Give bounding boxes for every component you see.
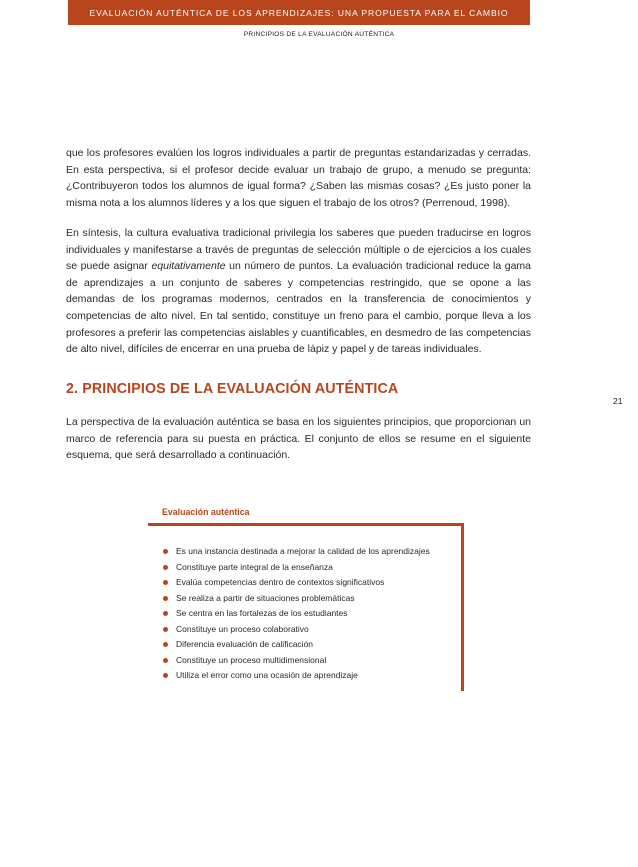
bullet-dot-icon <box>163 658 168 663</box>
schema-list-item <box>163 653 430 669</box>
schema-list-item <box>163 668 430 684</box>
bullet-dot-icon <box>163 673 168 678</box>
schema-list-item <box>163 606 430 622</box>
paragraph-2 <box>66 225 531 358</box>
bullet-dot-icon <box>163 611 168 616</box>
bullet-dot-icon <box>163 580 168 585</box>
section-intro-paragraph: La perspectiva de la evaluación auténtica se basa en los siguientes principios, que proporcionan un marco de referencia para su puesta en práctica. El conjunto de ellos se resume en el siguiente esquema, que será desarrollado a continuación. <box>66 416 531 462</box>
schema-item-text: Constituye parte integral de la enseñanza <box>176 561 333 572</box>
schema-item-text: Es una instancia destinada a mejorar la calidad de los aprendizajes <box>176 546 430 556</box>
schema-top-rule <box>148 523 464 526</box>
header-band-title: EVALUACIÓN AUTÉNTICA DE LOS APRENDIZAJES: UNA PROPUESTA PARA EL CAMBIO <box>89 7 509 18</box>
schema-list-item <box>163 622 430 638</box>
schema-list-item <box>163 560 430 576</box>
paragraph-1: que los profesores evalúen los logros individuales a partir de preguntas estandarizadas y cerradas. En esta perspectiva, si el profesor decide evaluar un trabajo de grupo, a menudo se pregunta: ¿Contribuyeron todos los alumnos de igual forma? ¿Saben las mismas cosas? ¿Es justo poner la misma nota a los alumnos líderes y a los que siguen el trabajo de los otros? (Perrenoud, 1998). <box>66 147 531 209</box>
paragraph-2-text-after: un número de puntos. La evaluación tradicional reduce la gama de aprendizajes a un conjunto de saberes y competencias restringido, que se opone a las demandas de los programas modernos, centrados en la transferencia de conocimientos y competencias de alto nivel. En tal sentido, constituye un freno para el cambio, porque lleva a los profesores a preferir las competencias aislables y cuantificables, en desmedro de las competencias de alto nivel, difíciles de encerrar en una prueba de lápiz y papel y de tareas individuales. <box>66 260 531 356</box>
schema-item-text: Se realiza a partir de situaciones problemáticas <box>176 592 355 603</box>
bullet-dot-icon <box>163 549 168 554</box>
schema-right-rule <box>461 523 464 691</box>
bullet-dot-icon <box>163 596 168 601</box>
schema-list-item <box>163 591 430 607</box>
bullet-dot-icon <box>163 642 168 647</box>
header-band <box>68 0 530 25</box>
schema-item-text: Constituye un proceso colaborativo <box>176 623 309 634</box>
schema-item-text: Evalúa competencias dentro de contextos significativos <box>176 577 385 587</box>
bullet-dot-icon <box>163 565 168 570</box>
schema-item-text: Constituye un proceso multidimensional <box>176 654 327 665</box>
bullet-dot-icon <box>163 627 168 632</box>
paragraph-2-text-before: En síntesis, la cultura evaluativa tradicional privilegia los saberes que pueden traducirse en logros individuales y manifestarse a través de preguntas de selección múltiple o de ejercicios a los cuales se puede asignar <box>66 227 531 273</box>
schema-item-text: Diferencia evaluación de calificación <box>176 639 314 649</box>
page-number: 21 <box>613 396 623 406</box>
section-heading: 2. PRINCIPIOS DE LA EVALUACIÓN AUTÉNTICA <box>66 381 399 397</box>
schema-item-text: Se centra en las fortalezas de los estudiantes <box>176 608 348 618</box>
schema-list <box>163 544 430 684</box>
schema-list-item <box>163 637 430 653</box>
schema-title: Evaluación auténtica <box>162 507 250 517</box>
schema-list-item <box>163 575 430 591</box>
schema-list-item <box>163 544 430 560</box>
running-head: PRINCIPIOS DE LA EVALUACIÓN AUTÉNTICA <box>243 31 395 38</box>
paragraph-2-emphasis: equitativamente <box>151 260 226 273</box>
schema-item-text: Utiliza el error como una ocasión de aprendizaje <box>176 670 358 680</box>
